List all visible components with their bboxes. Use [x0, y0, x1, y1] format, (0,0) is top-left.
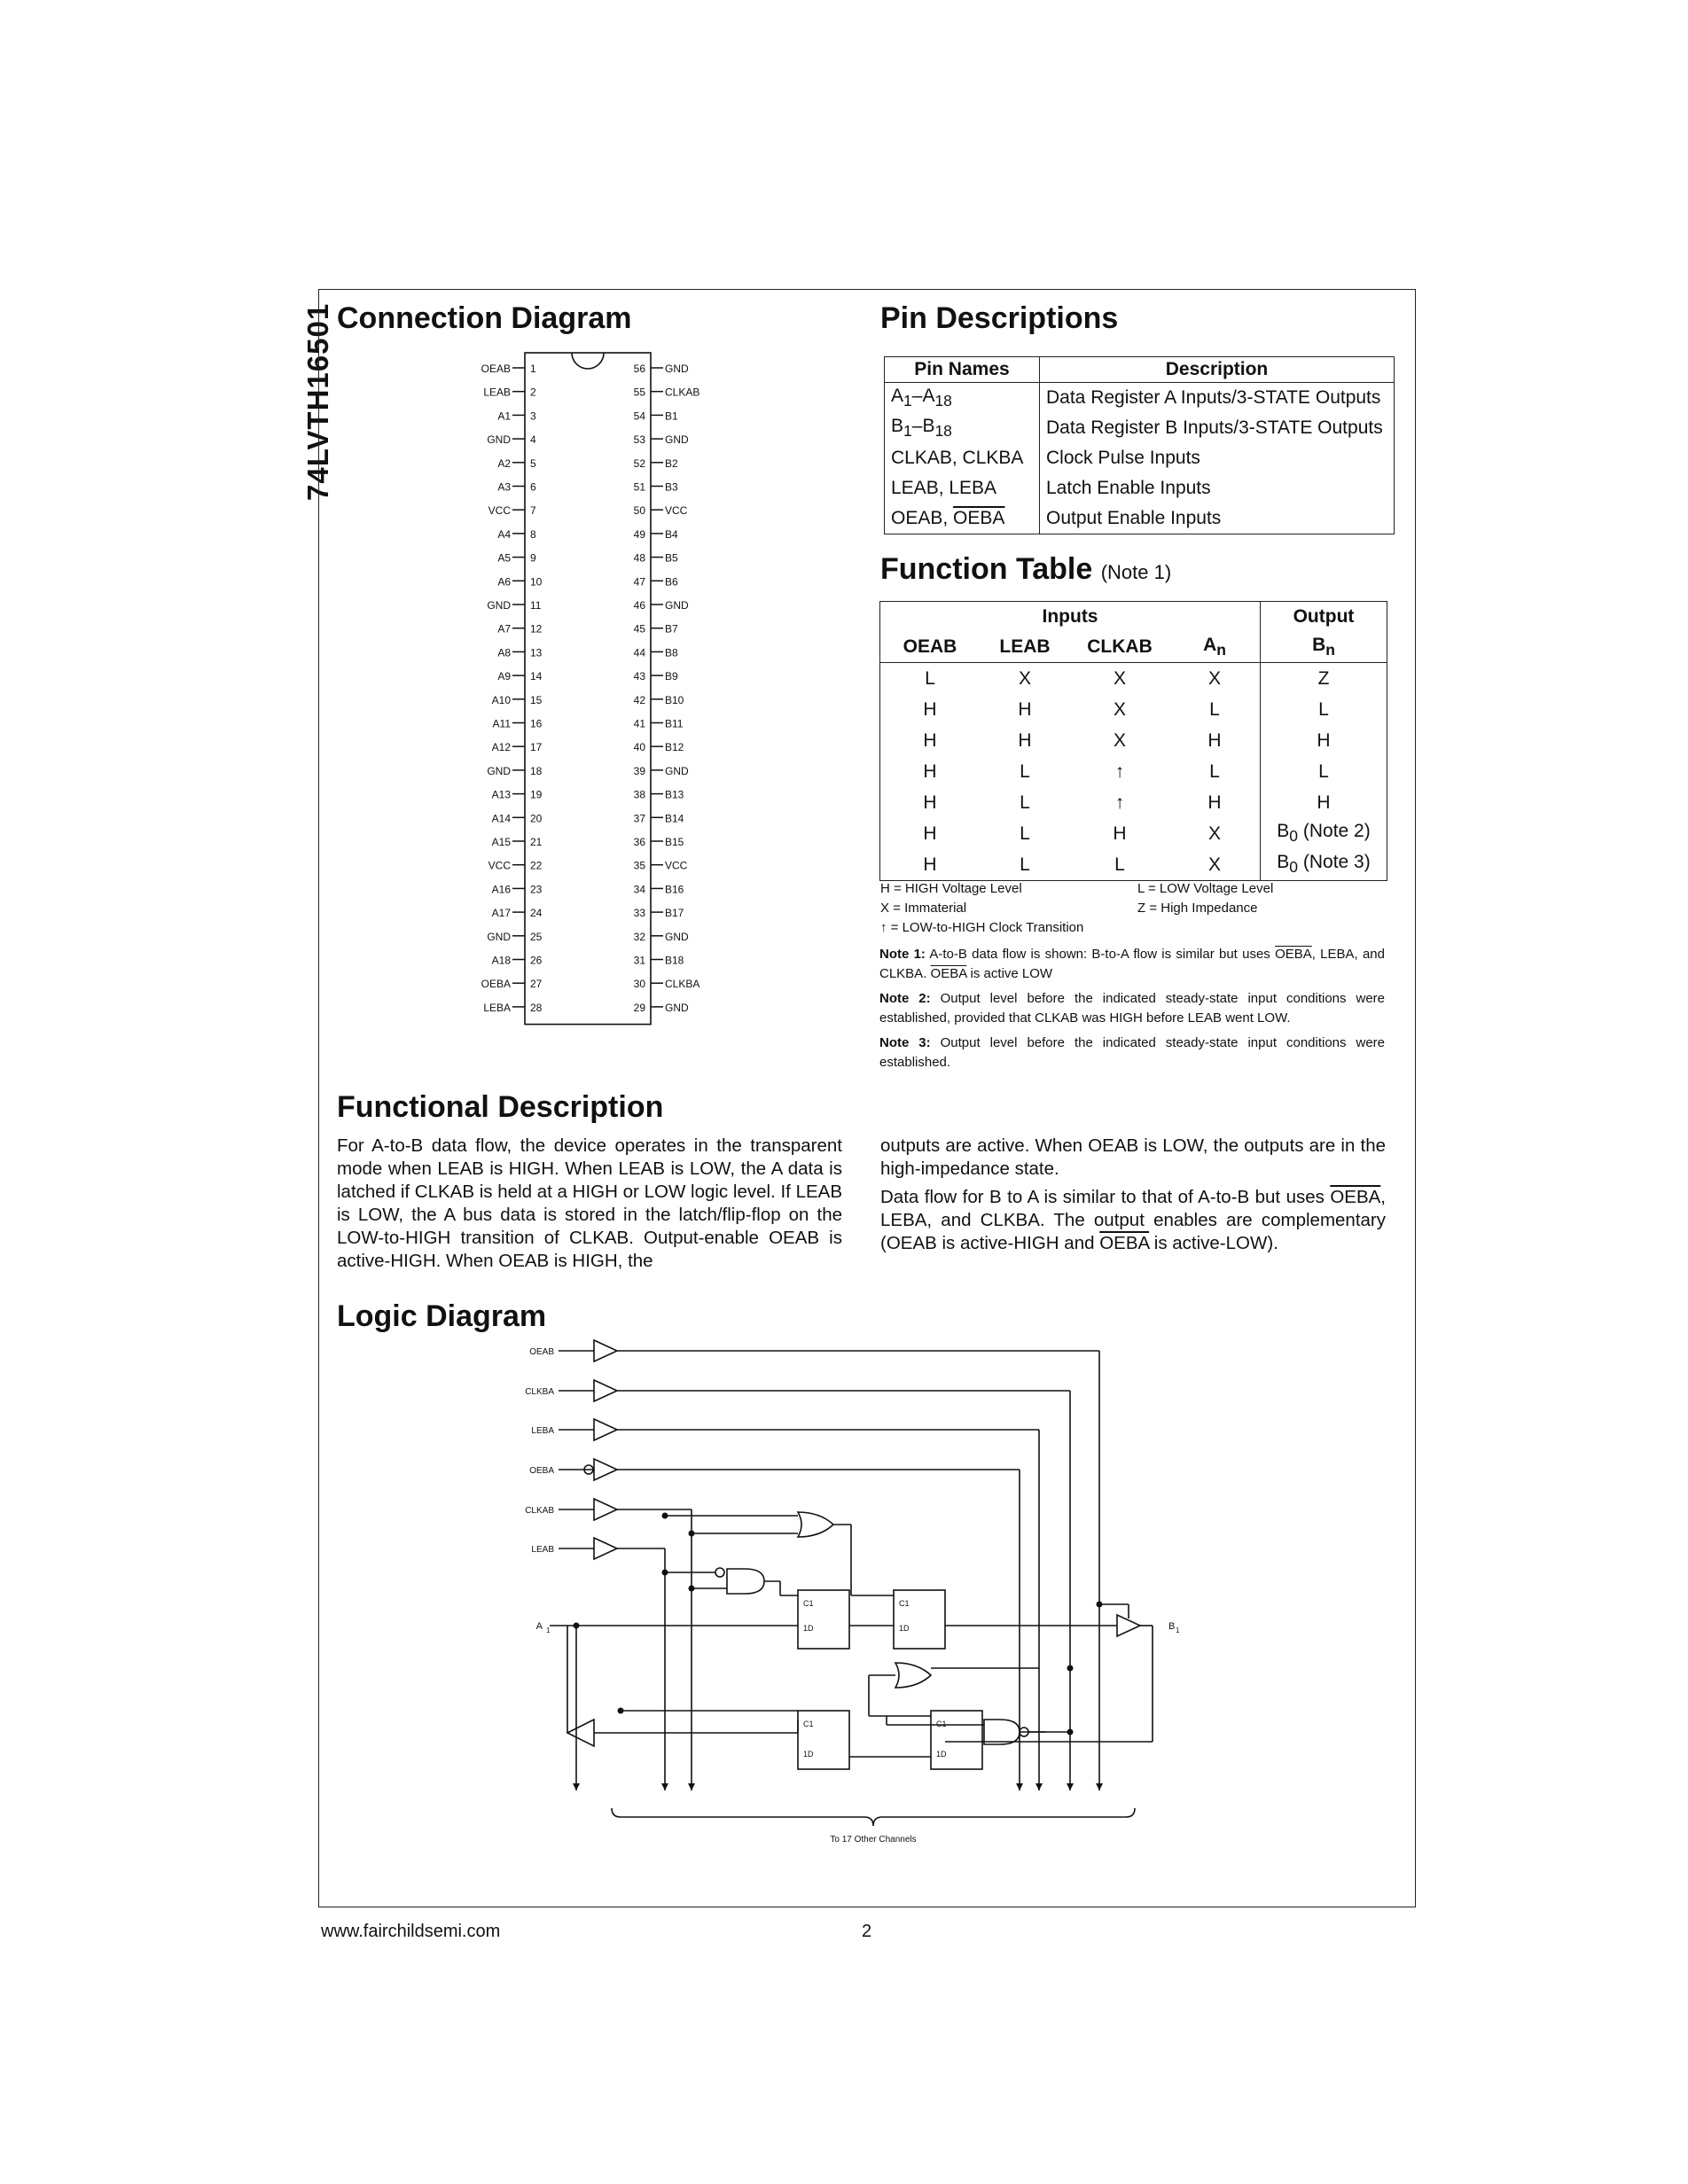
pin-label-right: CLKAB: [665, 386, 700, 399]
pin-number-left: 7: [530, 504, 536, 518]
legend-z: Z = High Impedance: [1137, 901, 1258, 916]
pin-number-left: 3: [530, 410, 536, 423]
table-row: [880, 756, 1387, 787]
pin-label-right: B4: [665, 527, 678, 541]
arrow-head: [688, 1783, 695, 1790]
pin-label-right: B18: [665, 954, 684, 967]
pin-number-right: 56: [633, 363, 645, 375]
pin-label-right: B1: [665, 410, 678, 423]
function-table-note-ref: (Note 1): [1100, 561, 1172, 583]
table-row: [880, 694, 1387, 725]
pin-label-left: A9: [497, 670, 511, 683]
pin-number-left: 16: [530, 717, 543, 730]
buffer-symbol: [567, 1720, 594, 1746]
pin-number-left: 21: [530, 836, 543, 848]
table-cell: X: [1018, 667, 1031, 689]
pin-label-right: B12: [665, 741, 684, 754]
input-label: OEAB: [529, 1347, 554, 1357]
part-number-vertical: 74LVTH16501: [301, 302, 334, 501]
legend-arrow: ↑ = LOW-to-HIGH Clock Transition: [880, 920, 1084, 935]
pin-label-left: A6: [497, 575, 511, 589]
table-cell: L: [980, 849, 1070, 881]
data-label: 1D: [936, 1750, 947, 1759]
pin-label-right: GND: [665, 433, 689, 447]
pin-number-left: 22: [530, 859, 543, 872]
table-cell: L: [1261, 694, 1387, 725]
pin-label-left: A7: [497, 622, 511, 636]
description-cell: Data Register A Inputs/3-STATE Outputs: [1040, 383, 1395, 414]
pin-label-left: A18: [491, 954, 511, 967]
junction-dot: [689, 1531, 695, 1537]
note-2: Note 2: Output level before the indicated steady-state input conditions were established, provided that CLKAB was HIGH before LEAB went LOW.: [879, 991, 1386, 1026]
input-label: LEAB: [531, 1545, 554, 1555]
pin-number-left: 20: [530, 812, 543, 825]
clock-label: C1: [803, 1599, 814, 1608]
data-label: 1D: [803, 1624, 814, 1633]
pin-label-left: A11: [492, 717, 511, 730]
col-leab: LEAB: [980, 632, 1070, 663]
description-cell: Clock Pulse Inputs: [1040, 443, 1395, 473]
arrow-head: [573, 1783, 580, 1790]
pin-number-right: 31: [633, 954, 645, 967]
pin-number-right: 32: [633, 930, 645, 943]
pin-name-cell: CLKAB, CLKBA: [885, 443, 1040, 473]
buffer-symbol: [594, 1538, 617, 1559]
arrow-head: [1067, 1783, 1074, 1790]
pin-number-right: 29: [633, 1001, 645, 1014]
table-cell: X: [1169, 849, 1261, 881]
b1-label: B: [1168, 1621, 1176, 1632]
pin-number-right: 54: [633, 410, 645, 423]
pin-descriptions-title: Pin Descriptions: [880, 301, 1119, 335]
table-row: [880, 663, 1387, 695]
note-3: Note 3: Output level before the indicated steady-state input conditions were established.: [879, 1035, 1386, 1070]
pin-number-left: 14: [530, 670, 543, 683]
table-cell: L: [1261, 756, 1387, 787]
table-cell: ↑: [1114, 760, 1125, 782]
pin-label-left: OEAB: [481, 363, 511, 375]
table-row: [880, 818, 1387, 849]
arrow-head: [661, 1783, 668, 1790]
legend-left: [880, 879, 1137, 938]
pin-number-left: 5: [530, 456, 536, 470]
channels-caption: To 17 Other Channels: [830, 1835, 917, 1845]
table-cell: H: [880, 818, 981, 849]
pin-number-left: 23: [530, 883, 543, 896]
pin-label-right: B9: [665, 670, 678, 683]
table-cell: H: [880, 725, 981, 756]
pin-label-left: A12: [491, 741, 511, 754]
legend-x: X = Immaterial: [880, 901, 967, 916]
table-cell: H: [880, 849, 981, 881]
pin-label-right: B14: [665, 812, 684, 825]
pin-number-left: 1: [530, 363, 536, 375]
arrow-head: [1035, 1783, 1043, 1790]
table-cell: ↑: [1114, 792, 1125, 813]
pin-label-left: A14: [491, 812, 511, 825]
table-cell: Z: [1261, 663, 1387, 695]
pin-number-right: 33: [633, 907, 645, 920]
pin-label-right: GND: [665, 930, 689, 943]
pin-label-right: B13: [665, 788, 684, 801]
pin-number-right: 45: [633, 622, 645, 636]
footer-url: www.fairchildsemi.com: [321, 1922, 501, 1941]
pin-label-left: A4: [497, 527, 511, 541]
pin-number-right: 55: [633, 386, 645, 399]
pin-label-right: VCC: [665, 859, 688, 872]
pin-number-right: 48: [633, 551, 645, 565]
pin-label-left: VCC: [488, 504, 511, 518]
functional-description-left: For A-to-B data flow, the device operates in the transparent mode when LEAB is HIGH. When LEAB is LOW, the A data is latched if CLKAB is held at a HIGH or LOW logic level. If LEAB is LOW, the A bus data is stored in the latch/flip-flop on the LOW-to-HIGH transition of CLKAB. Output-enable OEAB is active-HIGH. When OEAB is HIGH, the: [337, 1135, 842, 1271]
side-part-number: [266, 292, 334, 505]
input-label: OEBA: [529, 1466, 554, 1476]
pin-label-right: GND: [665, 764, 689, 777]
input-label: LEBA: [531, 1426, 554, 1436]
pin-number-left: 27: [530, 978, 543, 991]
pin-number-left: 26: [530, 954, 543, 967]
pin-name-cell: LEAB, LEBA: [885, 473, 1040, 503]
pin-label-left: A10: [491, 693, 511, 706]
pin-label-left: GND: [487, 599, 511, 612]
pin-label-left: A3: [497, 480, 511, 494]
pin-number-left: 19: [530, 788, 543, 801]
pin-number-left: 28: [530, 1001, 543, 1014]
pin-number-right: 44: [633, 646, 645, 659]
a1-label: A: [535, 1621, 543, 1632]
connection-diagram: [461, 346, 727, 1055]
table-cell: H: [880, 756, 981, 787]
and-gate: [727, 1569, 764, 1594]
junction-dot: [1067, 1729, 1074, 1736]
buffer-symbol: [594, 1380, 617, 1401]
page-number: 2: [862, 1922, 872, 1941]
pin-number-right: 35: [633, 859, 645, 872]
input-label: CLKAB: [525, 1506, 554, 1516]
pin-number-left: 15: [530, 693, 543, 706]
pin-label-right: CLKBA: [665, 978, 700, 991]
table-cell: L: [1020, 823, 1030, 844]
pin-label-right: GND: [665, 1001, 689, 1014]
junction-dot: [662, 1513, 668, 1519]
table-row: [885, 383, 1395, 414]
pin-number-left: 11: [530, 599, 542, 612]
logic-diagram-title: Logic Diagram: [337, 1299, 547, 1333]
table-cell: X: [1169, 663, 1261, 695]
pin-label-left: A15: [491, 836, 511, 848]
pin-label-left: A17: [491, 907, 511, 920]
pin-number-left: 25: [530, 930, 543, 943]
junction-dot: [618, 1708, 624, 1714]
pin-label-right: B8: [665, 646, 678, 659]
functional-description-right: outputs are active. When OEAB is LOW, the outputs are in the high-impedance state. Data flow for B to A is similar to that of A-to-B but uses OEBA, LEBA, and CLKBA. The output enables are complementary (OEAB is active-HIGH and OEBA is active-LOW).: [880, 1135, 1386, 1253]
col-an: $A_n$: [1169, 632, 1261, 663]
pin-label-left: A8: [497, 646, 511, 659]
table-row: [880, 787, 1387, 818]
description-cell: Latch Enable Inputs: [1040, 473, 1395, 503]
description-cell: Data Register B Inputs/3-STATE Outputs: [1040, 413, 1395, 443]
pin-label-left: VCC: [488, 859, 511, 872]
pin-number-right: 52: [633, 456, 645, 470]
table-cell: L: [880, 663, 981, 695]
a1-subscript: 1: [546, 1626, 551, 1634]
pin-label-right: B3: [665, 480, 678, 494]
pin-number-left: 2: [530, 386, 536, 399]
legend-h: H = HIGH Voltage Level: [880, 881, 1022, 896]
pin-number-left: 10: [530, 575, 543, 589]
table-cell: L: [1020, 760, 1030, 782]
table-cell: X: [1169, 818, 1261, 849]
table-cell: L: [1070, 849, 1169, 881]
inversion-bubble: [715, 1568, 724, 1577]
function-table: [879, 601, 1387, 881]
table-cell: X: [1113, 698, 1126, 720]
table-cell: L: [1169, 756, 1261, 787]
pin-label-right: B16: [665, 883, 684, 896]
col-bn: $B_n$: [1261, 632, 1387, 663]
function-table-notes: [879, 945, 1385, 1078]
inputs-group-header: Inputs: [880, 602, 1261, 633]
arrow-head: [1096, 1783, 1103, 1790]
pin-number-left: 12: [530, 622, 543, 636]
pin-label-left: A16: [491, 883, 511, 896]
junction-dot: [662, 1570, 668, 1576]
pin-number-right: 43: [633, 670, 645, 683]
pin-label-left: GND: [487, 930, 511, 943]
pin-number-right: 34: [633, 883, 645, 896]
pin-number-left: 8: [530, 527, 536, 541]
ic-body: [525, 353, 651, 1025]
pin-number-left: 13: [530, 646, 543, 659]
table-cell: H: [1018, 729, 1032, 751]
pin-label-right: B11: [665, 717, 684, 730]
junction-dot: [1097, 1602, 1103, 1608]
description-cell: Output Enable Inputs: [1040, 503, 1395, 534]
pin-number-right: 36: [633, 836, 645, 848]
table-cell: H: [1261, 725, 1387, 756]
pin-number-right: 30: [633, 978, 645, 991]
pin-number-right: 39: [633, 764, 645, 777]
legend-l: L = LOW Voltage Level: [1137, 881, 1274, 896]
or-gate: [895, 1663, 931, 1688]
function-table-title: Function Table (Note 1): [880, 552, 1172, 586]
data-label: 1D: [803, 1750, 814, 1759]
junction-dot: [1067, 1665, 1074, 1672]
table-cell: H: [1169, 787, 1261, 818]
pin-name-cell: $B_1-B_{18}$: [885, 413, 1040, 443]
pin-label-left: OEBA: [481, 978, 511, 991]
pin-number-right: 41: [633, 717, 645, 730]
legend-right: [1137, 879, 1273, 918]
table-cell: H: [1169, 725, 1261, 756]
table-cell: $B_0$ (Note 2): [1261, 818, 1387, 849]
pin-label-left: A5: [497, 551, 511, 565]
connection-diagram-title: Connection Diagram: [337, 301, 632, 335]
pin-label-left: LEAB: [483, 386, 511, 399]
table-cell: H: [880, 694, 981, 725]
pin-number-left: 4: [530, 433, 536, 447]
table-cell: L: [1169, 694, 1261, 725]
buffer-symbol: [594, 1419, 617, 1440]
arrow-head: [1016, 1783, 1023, 1790]
pin-number-left: 6: [530, 480, 536, 494]
pin-label-right: B5: [665, 551, 678, 565]
pin-number-left: 18: [530, 764, 543, 777]
pin-label-right: B10: [665, 693, 684, 706]
pin-label-left: GND: [487, 433, 511, 447]
table-row: [885, 503, 1395, 534]
pin-label-left: GND: [487, 764, 511, 777]
table-row: [885, 473, 1395, 503]
logic-diagram: [514, 1338, 1223, 1852]
table-row: [880, 849, 1387, 881]
table-cell: $B_0$ (Note 3): [1261, 849, 1387, 881]
buffer-symbol: [594, 1340, 617, 1361]
pin-number-right: 49: [633, 527, 645, 541]
col-oeab: OEAB: [880, 632, 981, 663]
pin-label-right: GND: [665, 599, 689, 612]
table-cell: X: [1113, 729, 1126, 751]
pin-number-right: 50: [633, 504, 645, 518]
pin-label-right: B6: [665, 575, 678, 589]
pin-number-right: 47: [633, 575, 645, 589]
input-label: CLKBA: [525, 1387, 554, 1397]
buffer-symbol: [594, 1499, 617, 1520]
clock-label: C1: [899, 1599, 910, 1608]
pin-number-right: 38: [633, 788, 645, 801]
clock-label: C1: [803, 1720, 814, 1728]
pin-label-left: A1: [497, 410, 511, 423]
and-gate: [984, 1720, 1020, 1744]
pin-number-left: 24: [530, 907, 543, 920]
pin-label-right: B2: [665, 456, 678, 470]
table-row: [885, 413, 1395, 443]
pin-number-right: 40: [633, 741, 645, 754]
col-clkab: CLKAB: [1070, 632, 1169, 663]
pin-name-cell: OEAB, OEBA: [885, 503, 1040, 534]
table-row: [880, 725, 1387, 756]
pin-number-left: 17: [530, 741, 543, 754]
functional-description-title: Functional Description: [337, 1090, 664, 1124]
pin-label-right: B7: [665, 622, 678, 636]
table-cell: X: [1113, 667, 1126, 689]
description-header: Description: [1040, 357, 1395, 383]
pin-label-left: A13: [491, 788, 511, 801]
pin-label-right: B15: [665, 836, 684, 848]
pin-descriptions-table: [884, 356, 1395, 534]
pin-names-header: Pin Names: [885, 357, 1040, 383]
channel-brace: [612, 1808, 1135, 1826]
pin-number-left: 9: [530, 551, 536, 565]
clock-label: C1: [936, 1720, 947, 1728]
pin-number-right: 51: [633, 480, 645, 494]
or-gate: [798, 1512, 833, 1537]
ic-notch: [572, 353, 604, 369]
pin-name-cell: $A_1-A_{18}$: [885, 383, 1040, 414]
pin-number-right: 53: [633, 433, 645, 447]
pin-label-right: GND: [665, 363, 689, 375]
junction-dot: [689, 1586, 695, 1592]
b1-subscript: 1: [1176, 1626, 1180, 1634]
pin-number-right: 37: [633, 812, 645, 825]
output-group-header: Output: [1261, 602, 1387, 633]
pin-number-right: 42: [633, 693, 645, 706]
table-cell: H: [1113, 823, 1127, 844]
pin-label-left: A2: [497, 456, 511, 470]
data-label: 1D: [899, 1624, 910, 1633]
table-cell: L: [1020, 792, 1030, 813]
pin-number-right: 46: [633, 599, 645, 612]
pin-label-right: VCC: [665, 504, 688, 518]
table-cell: H: [1261, 787, 1387, 818]
buffer-symbol: [594, 1459, 617, 1480]
table-cell: H: [880, 787, 981, 818]
table-row: [885, 443, 1395, 473]
table-cell: H: [1018, 698, 1032, 720]
pin-label-left: LEBA: [483, 1001, 511, 1014]
note-1: Note 1: A-to-B data flow is shown: B-to-A flow is similar but uses OEBA, LEBA, and CLKBA. OEBA is active LOW: [879, 947, 1385, 981]
pin-label-right: B17: [665, 907, 684, 920]
